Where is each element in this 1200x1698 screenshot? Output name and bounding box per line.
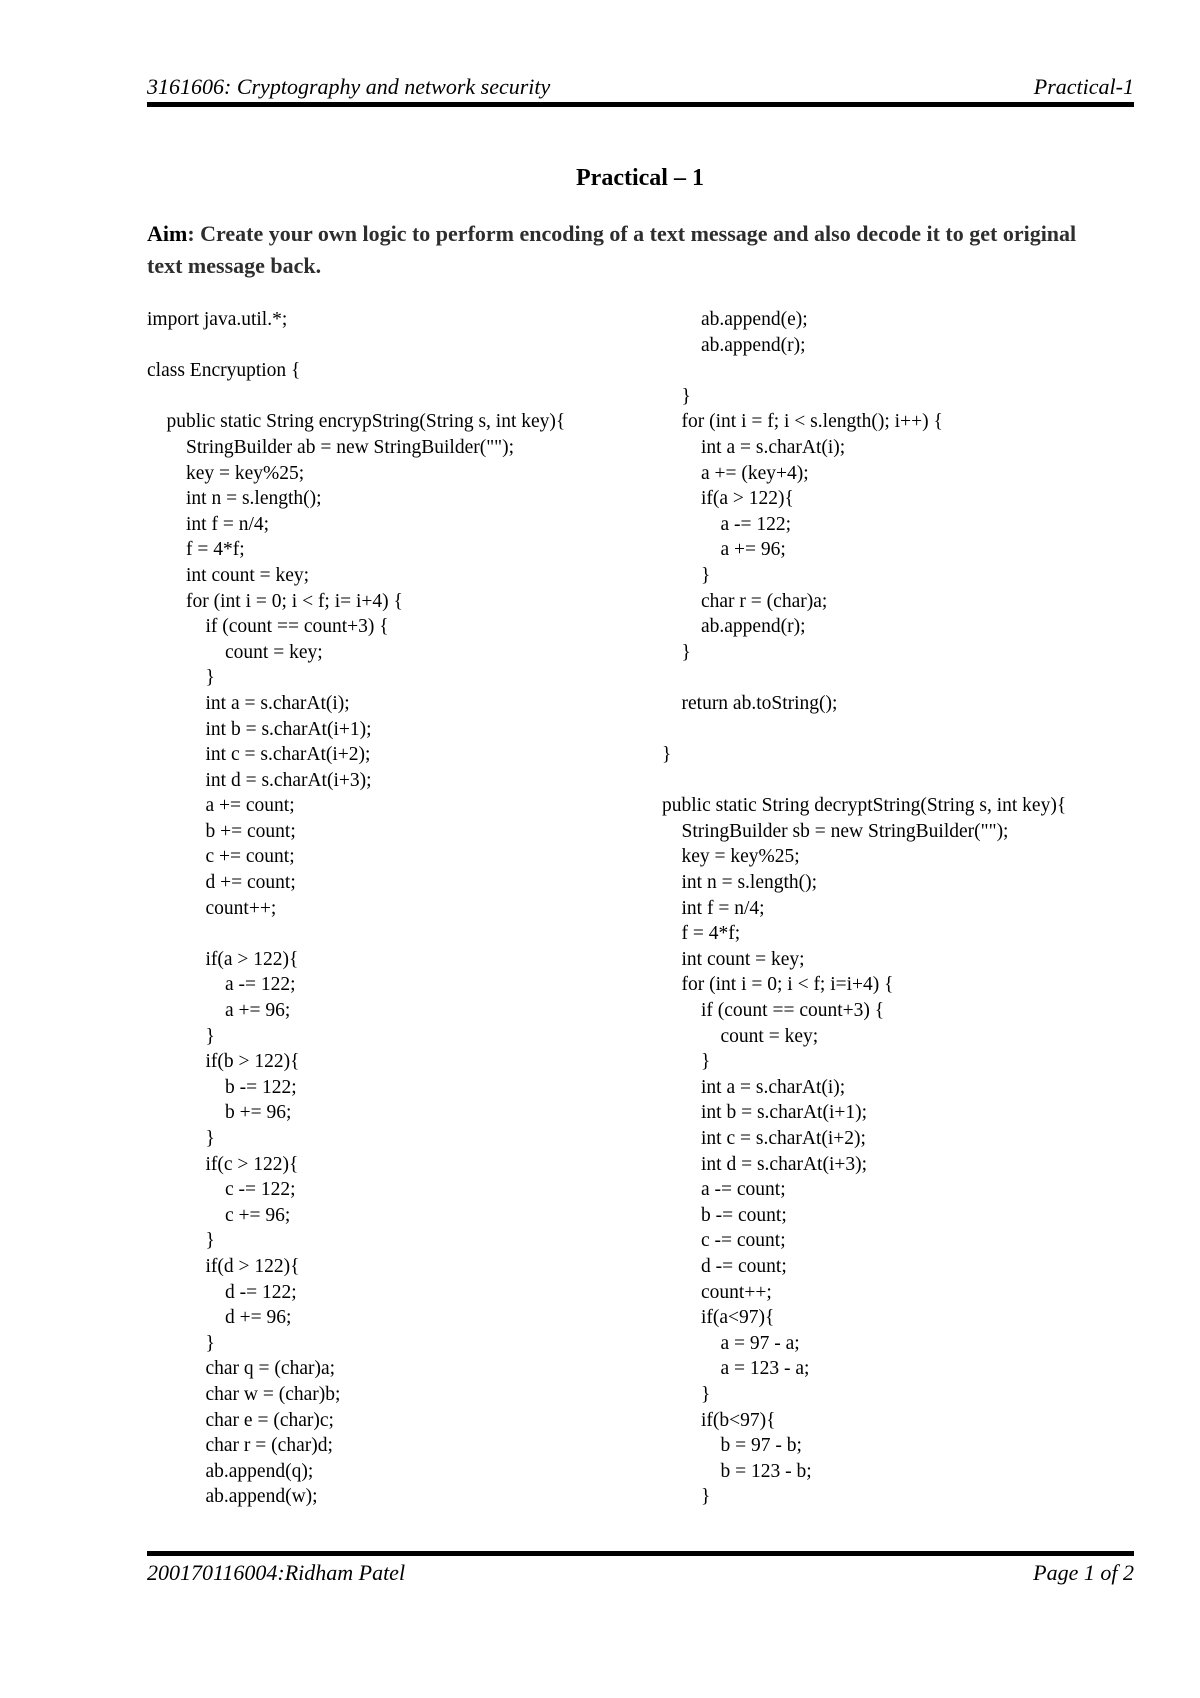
aim-label: Aim: [147, 221, 188, 246]
aim-statement: [147, 218, 1107, 282]
footer-divider: [147, 1551, 1134, 1556]
footer-page-number: Page 1 of 2: [1033, 1560, 1134, 1585]
footer-student: 200170116004:Ridham Patel: [147, 1560, 406, 1585]
code-listing-right-column: ab.append(e); ab.append(r); } for (int i = f; i < s.length(); i++) { int a = s.charAt(i); a += (key+4); if(a > 122){ a -= 122; a += 96; } char r = (char)a; ab.append(r); } return ab.toString(); } public static String decryptString(String s, int key){ StringBuilder sb = new StringBuilder(""); key = key%25; int n = s.length(); int f = n/4; f = 4*f; int count = key; for (int i = 0; i < f; i=i+4) { if (count == count+3) { count = key; } int a = s.charAt(i); int b = s.charAt(i+1); int c = s.charAt(i+2); int d = s.charAt(i+3); a -= count; b -= count; c -= count; d -= count; count++; if(a<97){ a = 97 - a; a = 123 - a; } if(b<97){ b = 97 - b; b = 123 - b; }: [662, 309, 1067, 1508]
header-divider: [147, 102, 1134, 107]
header-course: 3161606: Cryptography and network security: [147, 74, 551, 99]
page-title: Practical – 1: [576, 165, 704, 191]
aim-text: : Create your own logic to perform encoding of a text message and also decode it to get original text message back.: [147, 221, 1077, 278]
code-listing-left-column: import java.util.*; class Encryuption { public static String encrypString(String s, int key){ StringBuilder ab = new StringBuilder(""); key = key%25; int n = s.length(); int f = n/4; f = 4*f; int count = key; for (int i = 0; i < f; i= i+4) { if (count == count+3) { count = key; } int a = s.charAt(i); int b = s.charAt(i+1); int c = s.charAt(i+2); int d = s.charAt(i+3); a += count; b += count; c += count; d += count; count++; if(a > 122){ a -= 122; a += 96; } if(b > 122){ b -= 122; b += 96; } if(c > 122){ c -= 122; c += 96; } if(d > 122){ d -= 122; d += 96; } char q = (char)a; char w = (char)b; char e = (char)c; char r = (char)d; ab.append(q); ab.append(w);: [147, 309, 566, 1508]
header-practical-number: Practical-1: [1033, 74, 1134, 99]
